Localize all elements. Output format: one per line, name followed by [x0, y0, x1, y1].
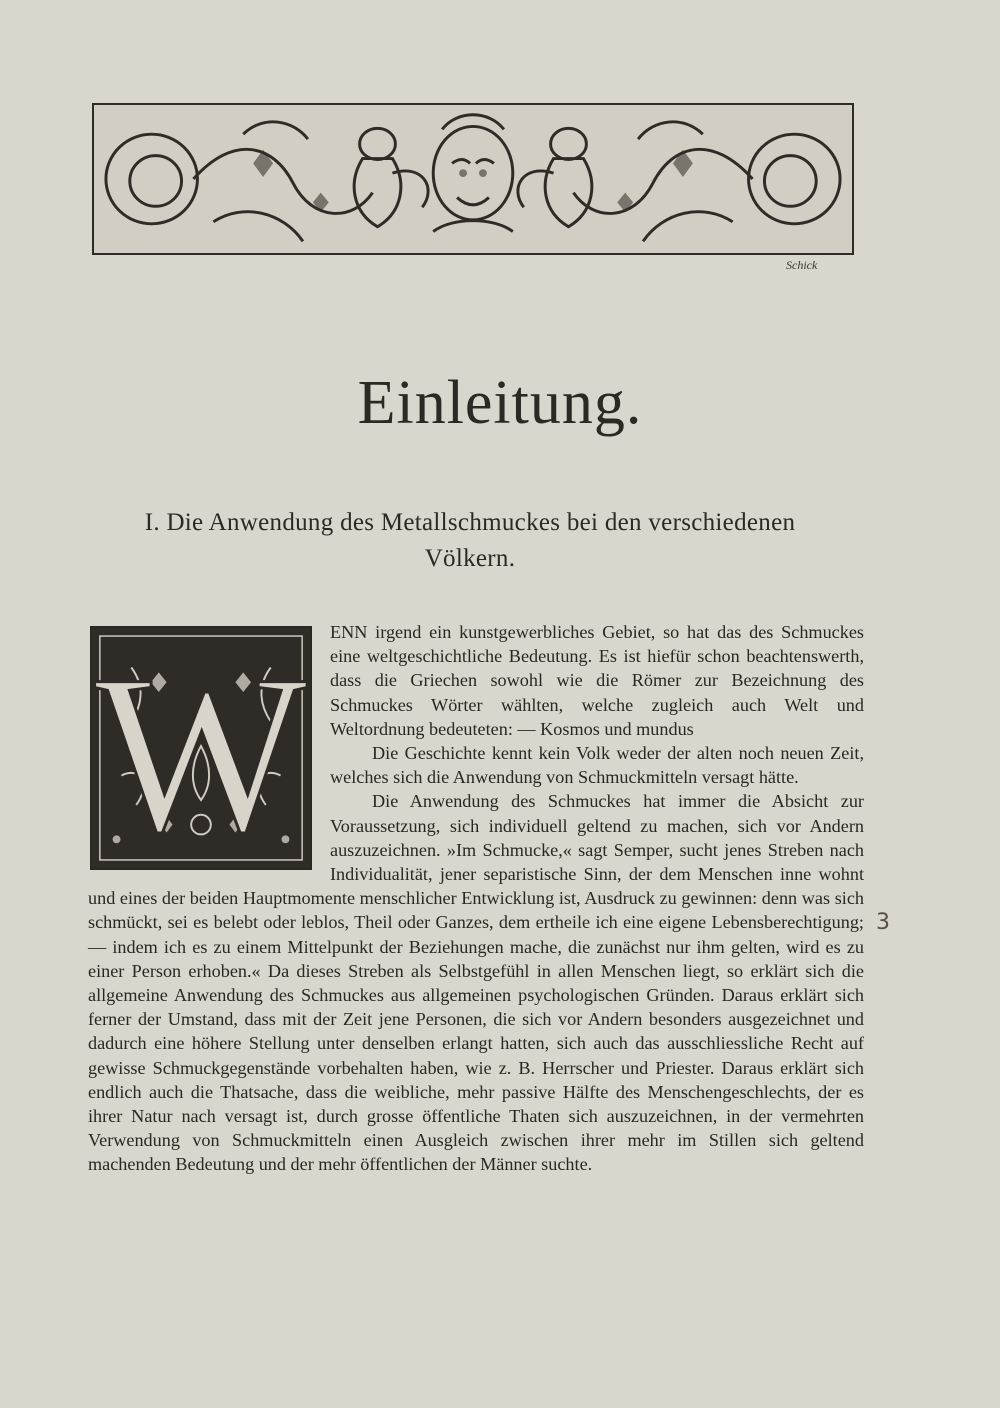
page-title: Einleitung.: [357, 369, 643, 437]
body-text: [88, 620, 864, 1177]
grotesque-ornament-illustration: [94, 105, 852, 253]
artist-signature: Schick: [786, 258, 818, 272]
drop-cap-letter: W: [94, 628, 308, 868]
ornamental-header-band: [92, 103, 854, 255]
chapter-heading: I. Die Anwendung des Metallschmuckes bei den verschiedenen Völkern.: [144, 509, 796, 572]
paragraph-3: Die Anwendung des Schmuckes hat immer die Absicht zur Voraussetzung, sich individuell geltend zu machen, sich vor Andern auszuzeichnen. »Im Schmucke,« sagt Semper, sucht jenes Streben nach Individualität, jener separistische Sinn, der dem Menschen inne wohnt und eines der beiden Hauptmomente menschlicher Entwicklung ist, Ausdruck zu gewinnen: denn was sich schmückt, sei es belebt oder leblos, Theil oder Ganzes, dem ertheile ich eine eigene Lebensberechtigung; — indem ich es zu einem Mittelpunkt der Beziehungen mache, die zunächst nur ihm gelten, wird es zu einer Person erhoben.« Da dieses Streben als Selbstgefühl in allen Menschen liegt, so erklärt sich die allgemeine Anwendung des Schmuckes aus allgemeinen psychologischen Gründen. Daraus erklärt sich ferner der Umstand, dass mit der Zeit jene Personen, die sich vor Andern besonders ausgezeichnet und dadurch eine höhere Stellung unter denselben erlangt hatten, sich auch das ausschliessliche Recht auf gewisse Schmuckgegenstände vorbehalten haben, wie z. B. Herrscher und Priester. Daraus erklärt sich endlich auch die Thatsache, dass die weibliche, mehr passive Hälfte des Menschengeschlechts, der es ihrer Natur nach versagt ist, durch grosse öffentliche Thaten sich auszuzeichnen, in der vermehrten Verwendung von Schmuckmitteln einen Ausgleich zwischen ihrer mehr im Stillen sich geltend machenden Bedeutung und der mehr öffentlichen der Männer suchte.: [88, 791, 864, 1175]
paragraph-2: Die Geschichte kennt kein Volk weder der alten noch neuen Zeit, welches sich die Anwendung von Schmuckmitteln versagt hätte.: [330, 743, 864, 788]
margin-note: 3: [876, 910, 890, 935]
paragraph-1: ENN irgend ein kunstgewerbliches Gebiet, so hat das des Schmuckes eine weltgeschichtliche Bedeutung. Es ist hiefür schon beachtenswerth, dass die Griechen sowohl wie die Römer zur Bezeichnung des Schmuckes Wörter wählten, welche zugleich auch Welt und Weltordnung bedeuteten: — Kosmos und mundus: [330, 622, 864, 739]
